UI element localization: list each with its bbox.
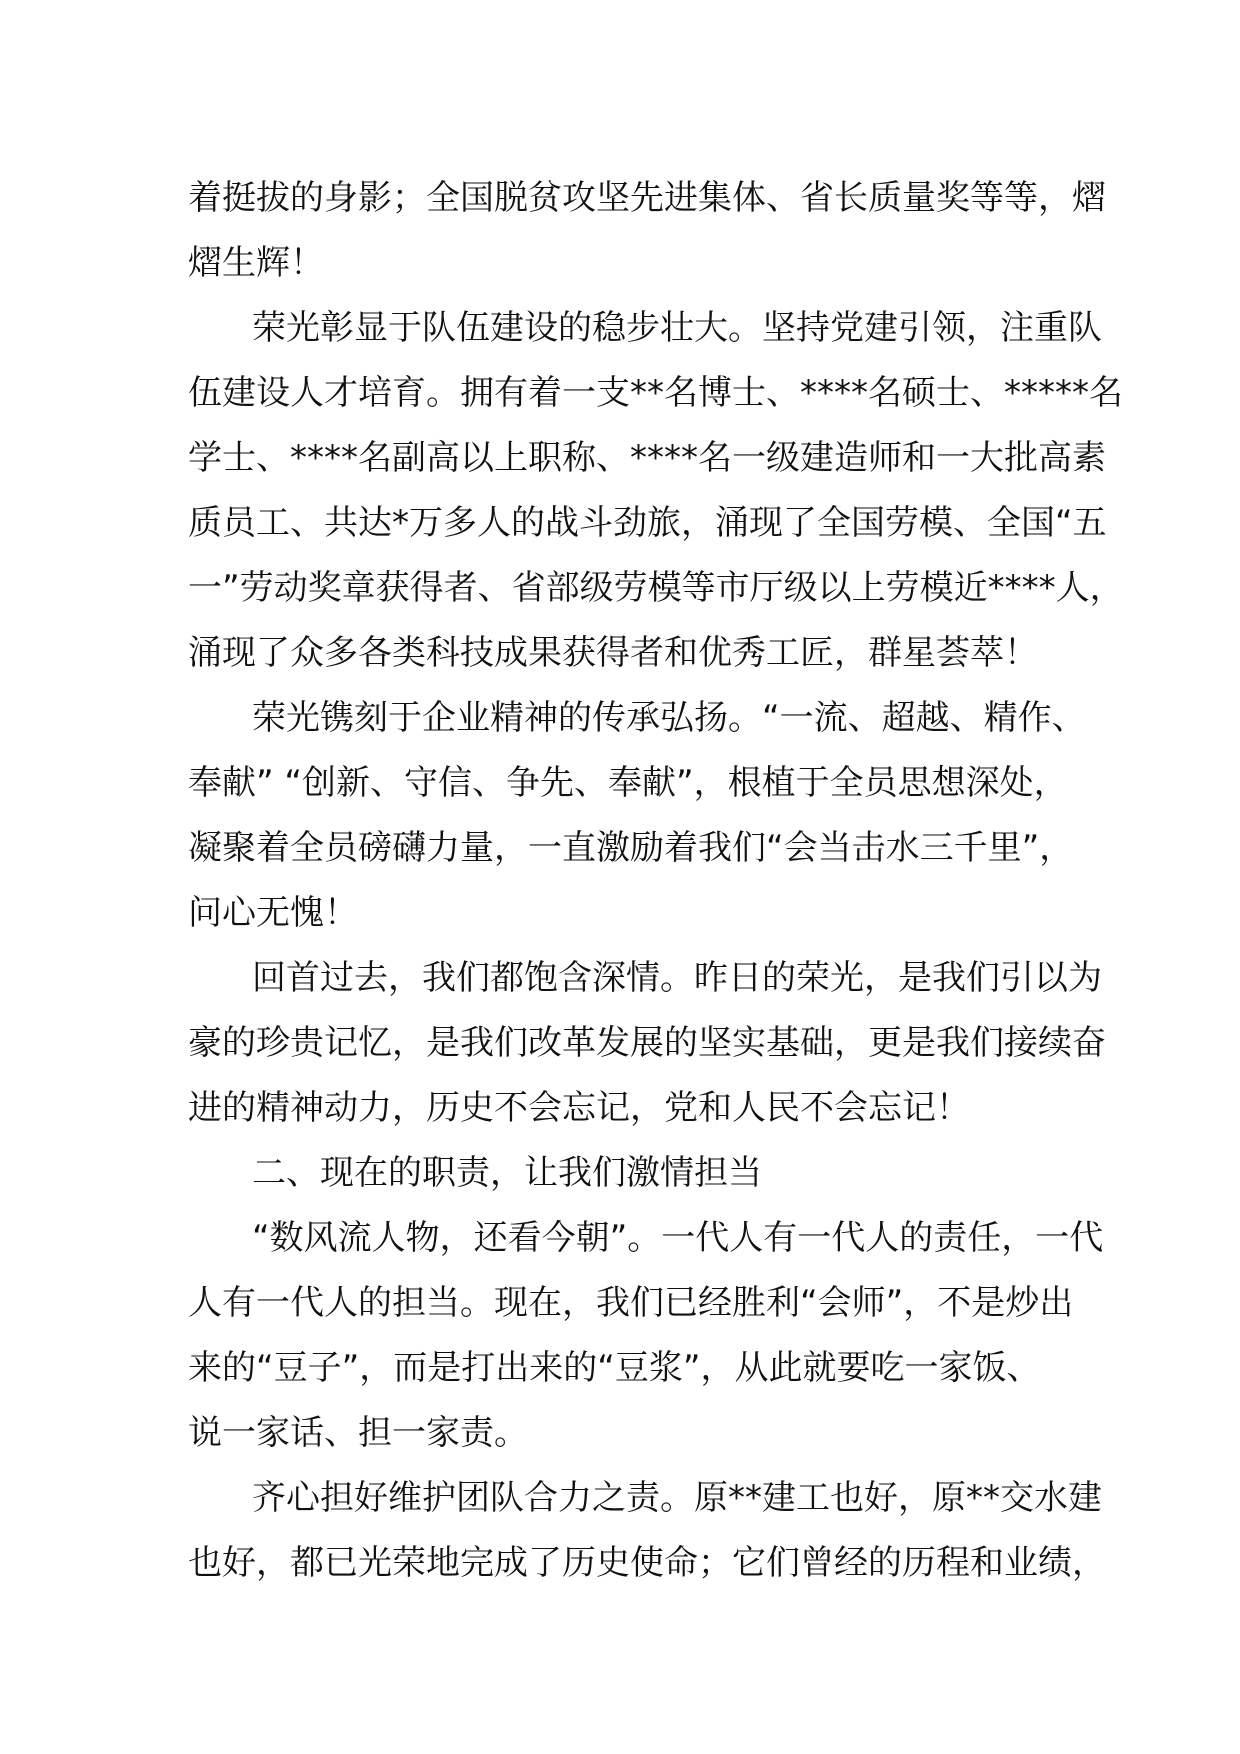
text-line: 来的“豆子”，而是打出来的“豆浆”，从此就要吃一家饭、	[188, 1348, 1041, 1388]
text-line: 着挺拔的身影；全国脱贫攻坚先进集体、省长质量奖等等，熠	[188, 178, 1106, 218]
document-body	[188, 166, 1124, 1596]
section-heading: 二、现在的职责，让我们激情担当	[252, 1153, 762, 1193]
text-line: 回首过去，我们都饱含深情。昨日的荣光，是我们引以为	[252, 958, 1102, 998]
text-line: 涌现了众多各类科技成果获得者和优秀工匠，群星荟萃！	[188, 633, 1038, 673]
text-line: 一”劳动奖章获得者、省部级劳模等市厅级以上劳模近****人，	[188, 568, 1124, 608]
text-line: 荣光彰显于队伍建设的稳步壮大。坚持党建引领，注重队	[252, 308, 1102, 348]
text-line: 也好，都已光荣地完成了历史使命；它们曾经的历程和业绩，	[188, 1543, 1106, 1583]
text-line: 人有一代人的担当。现在，我们已经胜利“会师”，不是炒出	[188, 1283, 1074, 1323]
text-line: 学士、****名副高以上职称、****名一级建造师和一大批高素	[188, 438, 1106, 478]
text-line: 进的精神动力，历史不会忘记，党和人民不会忘记！	[188, 1088, 970, 1128]
text-line: 质员工、共达*万多人的战斗劲旅，涌现了全国劳模、全国“五	[188, 503, 1107, 543]
text-line: 熠生辉！	[188, 243, 324, 283]
text-line: 荣光镌刻于企业精神的传承弘扬。“一流、超越、精作、	[252, 698, 1086, 738]
text-line: 说一家话、担一家责。	[188, 1413, 528, 1453]
text-line: 问心无愧！	[188, 893, 358, 933]
text-line: 伍建设人才培育。拥有着一支**名博士、****名硕士、*****名	[188, 373, 1123, 413]
text-line: 豪的珍贵记忆，是我们改革发展的坚实基础，更是我们接续奋	[188, 1023, 1106, 1063]
text-line: 凝聚着全员磅礴力量，一直激励着我们“会当击水三千里”，	[188, 828, 1074, 868]
text-line: 奉献” “创新、守信、争先、奉献”，根植于全员思想深处，	[188, 763, 1068, 803]
text-line: 齐心担好维护团队合力之责。原**建工也好，原**交水建	[252, 1478, 1102, 1518]
text-line: “数风流人物，还看今朝”。一代人有一代人的责任，一代	[252, 1218, 1104, 1258]
